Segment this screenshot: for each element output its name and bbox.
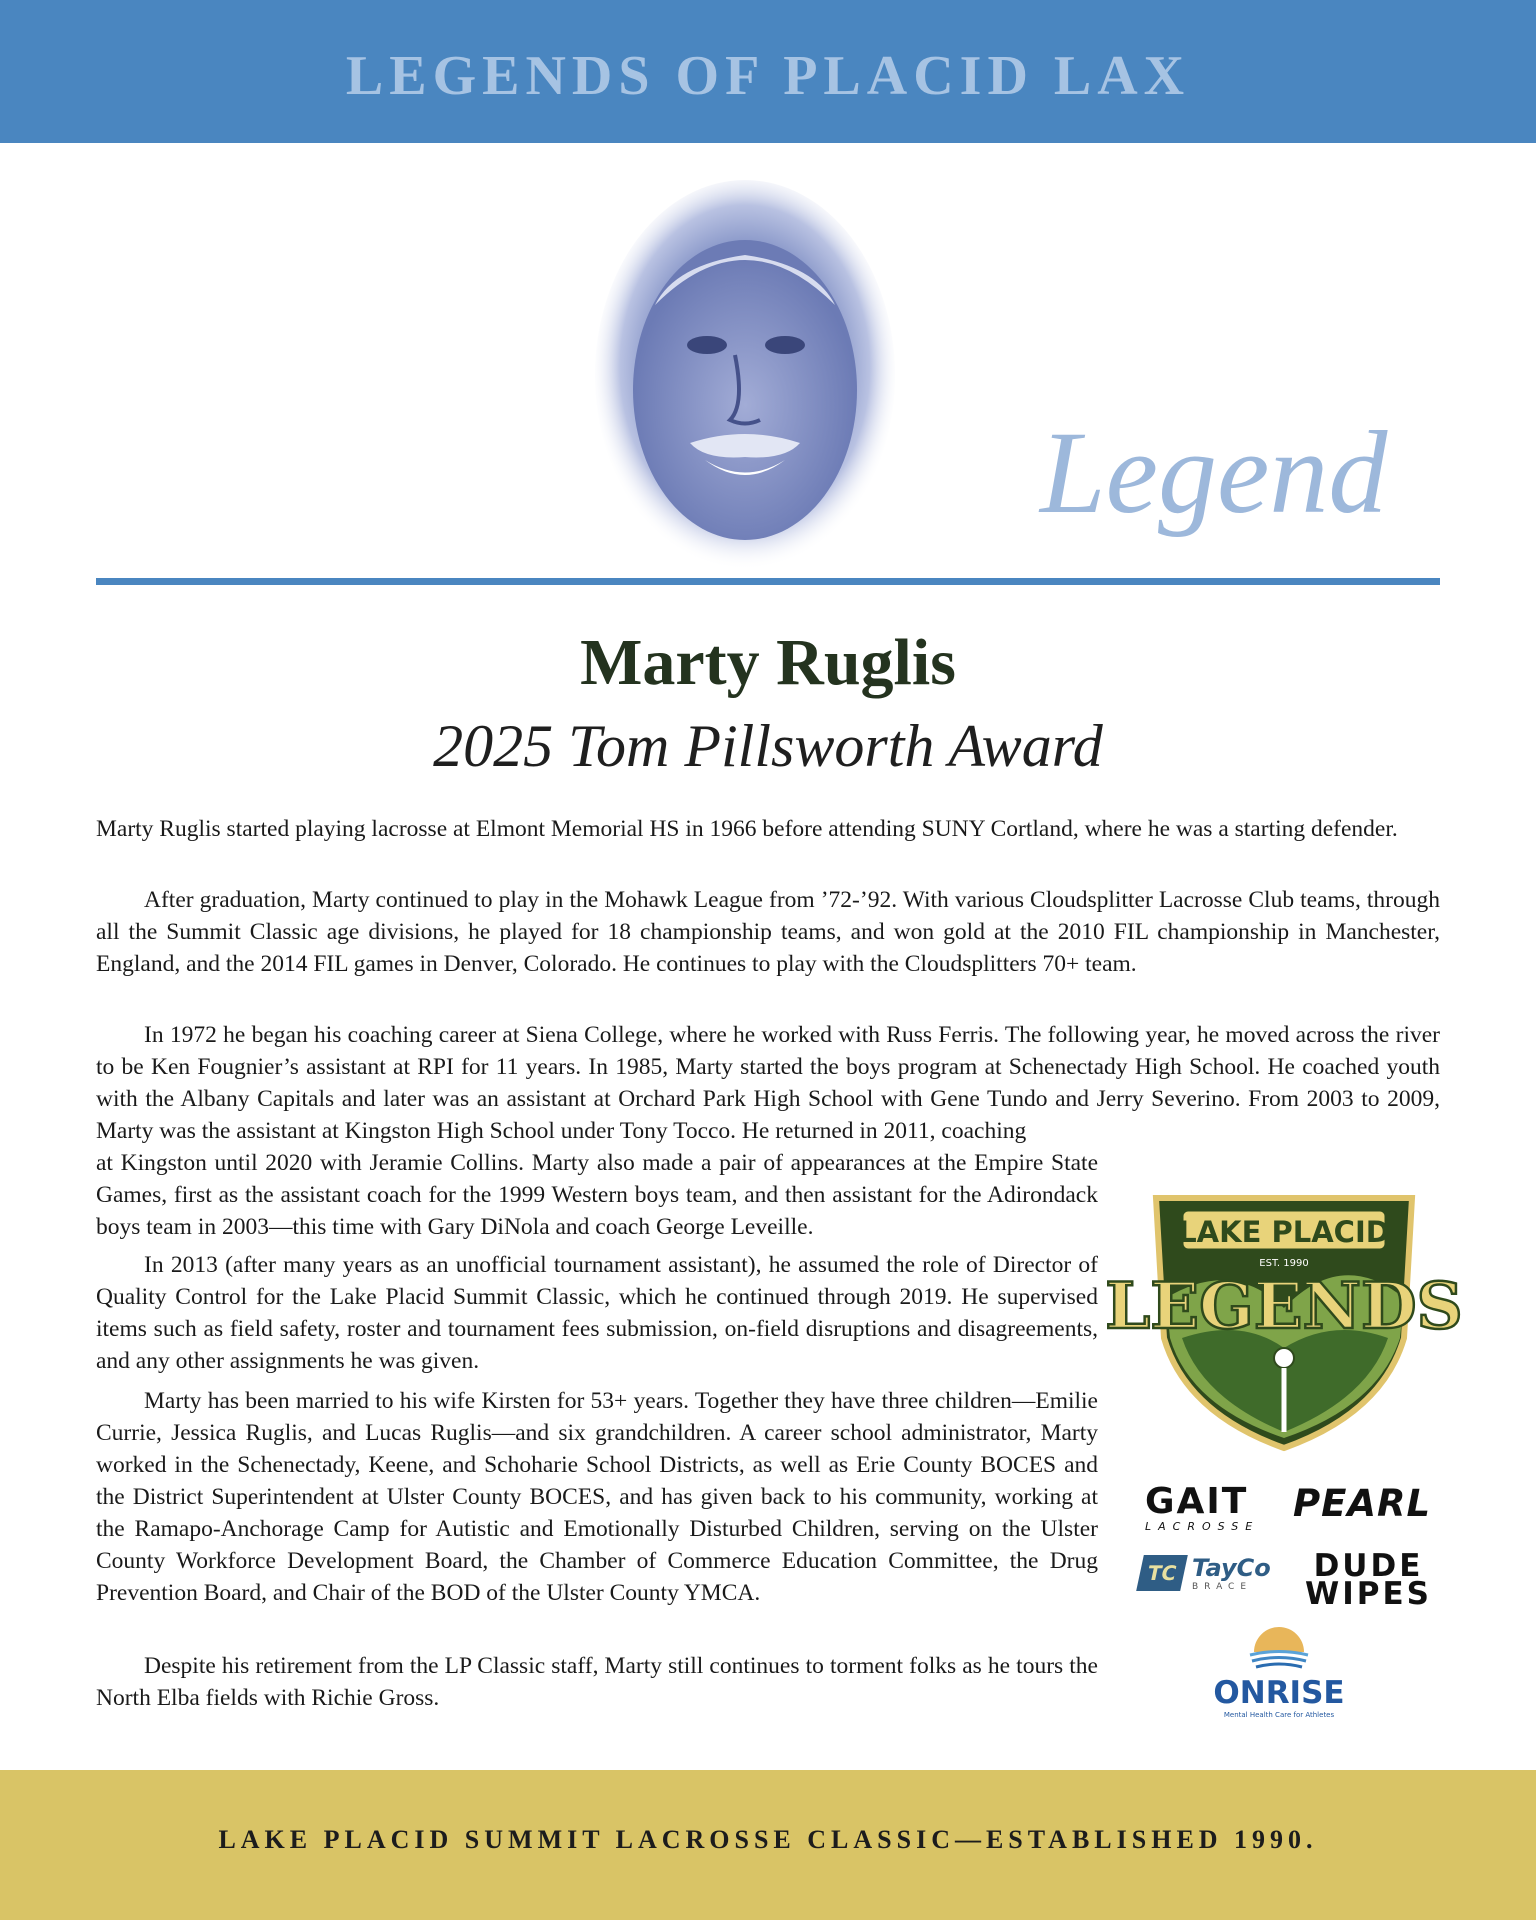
tayco-brace-logo xyxy=(1140,1554,1271,1592)
tayco-mark: TC xyxy=(1136,1555,1188,1591)
crest-est-text: EST. 1990 xyxy=(1259,1258,1309,1269)
bio-paragraph-4: In 2013 (after many years as an unofficial tournament assistant), he assumed the role of Director of Quality Control for the Lake Placid Summit Classic, which he continued through 2019. He supervised items such as field safety, roster and tournament fees submission, on-field disruptions and disagreements, and any other assignments he was given. xyxy=(96,1252,1098,1374)
honoree-name: Marty Ruglis xyxy=(580,626,956,699)
gait-lacrosse-logo xyxy=(1145,1481,1260,1533)
pearl-logo: PEARL xyxy=(1293,1482,1432,1525)
crest-main-text: LEGENDS xyxy=(1105,1269,1463,1344)
footer-text: LAKE PLACID SUMMIT LACROSSE CLASSIC—ESTABLISHED 1990. xyxy=(218,1825,1318,1854)
bio-paragraph-1: Marty Ruglis started playing lacrosse at Elmont Memorial HS in 1966 before attending SUNY Cortland, where he was a starting defender. xyxy=(96,816,1398,842)
tayco-name: TayCo xyxy=(1192,1554,1271,1582)
gait-sub: LACROSSE xyxy=(1145,1520,1260,1533)
bio-paragraph-2: After graduation, Marty continued to play in the Mohawk League from ’72-’92. With various Cloudsplitter Lacrosse Club teams, through all the Summit Classic age divisions, he played for 18 championship teams, and won gold at the 2010 FIL championship in Manchester, England, and the 2014 FIL games in Denver, Colorado. He continues to play with the Cloudsplitters 70+ team. xyxy=(96,887,1440,977)
header-banner xyxy=(0,0,1536,143)
dude-line2: WIPES xyxy=(1305,1576,1432,1612)
onrise-name: ONRISE xyxy=(1213,1675,1345,1711)
portrait-photo xyxy=(595,175,895,575)
onrise-logo xyxy=(1212,1622,1346,1719)
footer-banner xyxy=(0,1770,1536,1920)
divider-rule xyxy=(96,578,1440,585)
crest-top-text: LAKE PLACID xyxy=(1178,1215,1390,1249)
bio-paragraph-3: In 1972 he began his coaching career at Siena College, where he worked with Russ Ferris. The following year, he moved across the river to be Ken Fougnier’s assistant at RPI for 11 years. In 1985, Marty started the boys program at Schenectady High School. He coached youth with the Albany Capitals and later was an assistant at Orchard Park High School with Gene Tundo and Jerry Severino. From 2003 to 2009, Marty was the assistant at Kingston High School under Tony Tocco. He returned in 2011, coaching xyxy=(96,1022,1440,1144)
header-title: LEGENDS OF PLACID LAX xyxy=(345,45,1191,107)
bio-paragraph-3-cont: at Kingston until 2020 with Jeramie Collins. Marty also made a pair of appearances at the Empire State Games, first as the assistant coach for the 1999 Western boys team, and then assistant for the Adirondack boys team in 2003—this time with Gary DiNola and coach George Leveille. xyxy=(96,1150,1098,1240)
sunrise-icon xyxy=(1212,1622,1346,1670)
onrise-sub: Mental Health Care for Athletes xyxy=(1223,1711,1335,1719)
bio-paragraph-6: Despite his retirement from the LP Classic staff, Marty still continues to torment folks as he tours the North Elba fields with Richie Gross. xyxy=(96,1653,1098,1711)
lake-placid-legends-logo xyxy=(1105,1188,1463,1452)
gait-name: GAIT xyxy=(1145,1481,1249,1522)
tayco-sub: BRACE xyxy=(1192,1582,1253,1592)
dude-wipes-logo xyxy=(1305,1548,1432,1612)
dude-line1: DUDE xyxy=(1313,1548,1424,1584)
legend-word: Legend xyxy=(1040,407,1388,538)
bio-paragraph-5: Marty has been married to his wife Kirsten for 53+ years. Together they have three children—Emilie Currie, Jessica Ruglis, and Lucas Ruglis—and six grandchildren. A career school administrator, Marty worked in the Schenectady, Keene, and Schoharie School Districts, as well as Erie County BOCES and the District Superintendent at Ulster County BOCES, and has given back to his community, working at the Ramapo-Anchorage Camp for Autistic and Emotionally Disturbed Children, serving on the Ulster County Workforce Development Board, the Chamber of Commerce Education Committee, the Drug Prevention Board, and Chair of the BOD of the Ulster County YMCA. xyxy=(96,1388,1098,1606)
award-title: 2025 Tom Pillsworth Award xyxy=(433,713,1103,779)
